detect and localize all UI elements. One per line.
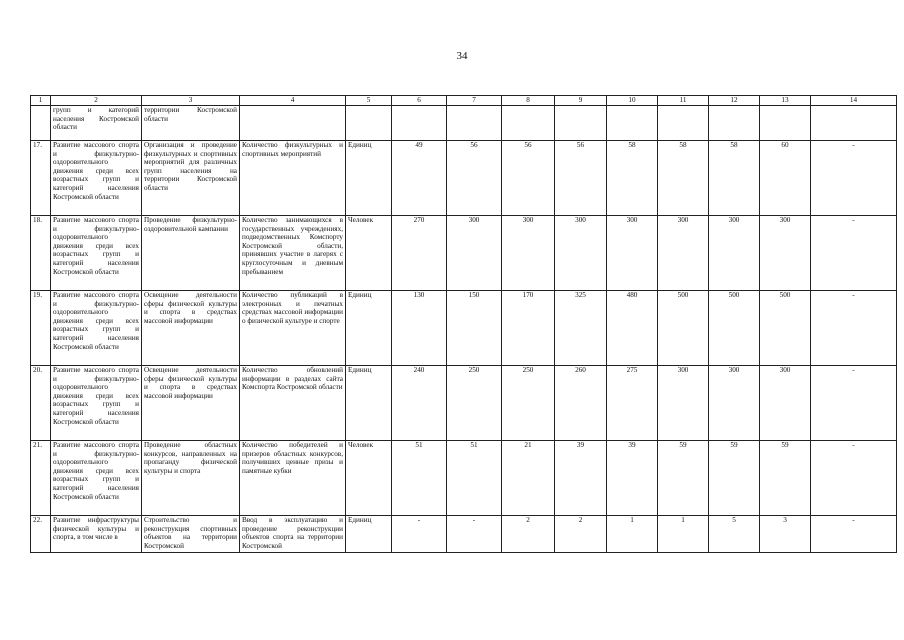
value-cell: 51 xyxy=(392,441,447,516)
last-cell: - xyxy=(811,366,897,441)
value-cell: 51 xyxy=(447,441,502,516)
col-header: 1 xyxy=(31,96,51,106)
value-cell: 300 xyxy=(709,216,760,291)
value-cell: 58 xyxy=(607,141,658,216)
col-header: 10 xyxy=(607,96,658,106)
goal-cell: групп и категорий населения Костромской области xyxy=(51,106,142,141)
table-row xyxy=(31,106,897,141)
col-header: 2 xyxy=(51,96,142,106)
table-row xyxy=(31,216,897,291)
indicator-cell xyxy=(240,106,346,141)
table-row xyxy=(31,516,897,553)
value-cell xyxy=(760,106,811,141)
value-cell: 260 xyxy=(555,366,607,441)
value-cell: 250 xyxy=(502,366,555,441)
row-number: 18. xyxy=(31,216,51,291)
value-cell: 300 xyxy=(760,216,811,291)
indicator-cell: Количество занимающихся в государственных учреждениях, подведомственных Комспорту Костромской области, принявших участие в лагерях с круглосуточным и дневным пребыванием xyxy=(240,216,346,291)
unit-cell: Единиц xyxy=(346,291,392,366)
table-row xyxy=(31,141,897,216)
col-header: 9 xyxy=(555,96,607,106)
activity-cell: территории Костромской области xyxy=(142,106,240,141)
value-cell: 240 xyxy=(392,366,447,441)
unit-cell: Единиц xyxy=(346,141,392,216)
value-cell xyxy=(555,106,607,141)
indicator-cell: Количество победителей и призеров областных конкурсов, получивших ценные призы и памятные кубки xyxy=(240,441,346,516)
indicators-table xyxy=(30,95,897,553)
activity-cell: Освещение деятельности сферы физической культуры и спорта в средствах массовой информации xyxy=(142,291,240,366)
indicator-cell: Количество публикаций в электронных и печатных средствах массовой информации о физической культуре и спорте xyxy=(240,291,346,366)
value-cell: 170 xyxy=(502,291,555,366)
page-number: 34 xyxy=(456,50,468,62)
value-cell: 1 xyxy=(607,516,658,553)
row-number: 17. xyxy=(31,141,51,216)
activity-cell: Строительство и реконструкция спортивных объектов на территории Костромской xyxy=(142,516,240,553)
goal-cell: Развитие массового спорта и физкультурно-оздоровительного движения среди всех возрастных групп и категорий населения Костромской области xyxy=(51,291,142,366)
value-cell xyxy=(447,106,502,141)
value-cell xyxy=(658,106,709,141)
table-row xyxy=(31,441,897,516)
value-cell: 59 xyxy=(709,441,760,516)
value-cell: 500 xyxy=(709,291,760,366)
goal-cell: Развитие массового спорта и физкультурно-оздоровительного движения среди всех возрастных групп и категорий населения Костромской области xyxy=(51,141,142,216)
value-cell: 39 xyxy=(555,441,607,516)
value-cell: 21 xyxy=(502,441,555,516)
col-header: 14 xyxy=(811,96,897,106)
unit-cell: Единиц xyxy=(346,366,392,441)
goal-cell: Развитие массового спорта и физкультурно-оздоровительного движения среди всех возрастных групп и категорий населения Костромской области xyxy=(51,366,142,441)
value-cell: 3 xyxy=(760,516,811,553)
value-cell: 58 xyxy=(709,141,760,216)
column-numbers-row xyxy=(31,96,897,106)
value-cell: 300 xyxy=(760,366,811,441)
value-cell: - xyxy=(447,516,502,553)
last-cell: - xyxy=(811,141,897,216)
table-row xyxy=(31,366,897,441)
value-cell xyxy=(392,106,447,141)
row-number xyxy=(31,106,51,141)
value-cell: 250 xyxy=(447,366,502,441)
value-cell: 60 xyxy=(760,141,811,216)
last-cell: - xyxy=(811,516,897,553)
value-cell: 275 xyxy=(607,366,658,441)
row-number: 22. xyxy=(31,516,51,553)
value-cell: 300 xyxy=(502,216,555,291)
col-header: 8 xyxy=(502,96,555,106)
activity-cell: Проведение областных конкурсов, направленных на пропаганду физической культуры и спорта xyxy=(142,441,240,516)
col-header: 5 xyxy=(346,96,392,106)
row-number: 19. xyxy=(31,291,51,366)
value-cell: 2 xyxy=(555,516,607,553)
unit-cell: Единиц xyxy=(346,516,392,553)
value-cell: 5 xyxy=(709,516,760,553)
value-cell: 2 xyxy=(502,516,555,553)
unit-cell: Человек xyxy=(346,441,392,516)
indicator-cell: Количество физкультурных и спортивных мероприятий xyxy=(240,141,346,216)
value-cell: 300 xyxy=(709,366,760,441)
value-cell: 300 xyxy=(607,216,658,291)
value-cell: 56 xyxy=(502,141,555,216)
value-cell xyxy=(607,106,658,141)
last-cell xyxy=(811,106,897,141)
last-cell: - xyxy=(811,216,897,291)
value-cell: 300 xyxy=(658,366,709,441)
activity-cell: Проведение физкультурно-оздоровительной кампании xyxy=(142,216,240,291)
col-header: 4 xyxy=(240,96,346,106)
value-cell: - xyxy=(392,516,447,553)
indicator-cell: Ввод в эксплуатацию и проведение реконструкции объектов спорта на территории Костромской xyxy=(240,516,346,553)
value-cell: 480 xyxy=(607,291,658,366)
value-cell: 56 xyxy=(555,141,607,216)
table-row xyxy=(31,291,897,366)
value-cell: 49 xyxy=(392,141,447,216)
value-cell: 300 xyxy=(658,216,709,291)
last-cell: - xyxy=(811,441,897,516)
value-cell: 300 xyxy=(447,216,502,291)
row-number: 20. xyxy=(31,366,51,441)
value-cell: 58 xyxy=(658,141,709,216)
col-header: 6 xyxy=(392,96,447,106)
value-cell: 1 xyxy=(658,516,709,553)
value-cell: 270 xyxy=(392,216,447,291)
activity-cell: Освещение деятельности сферы физической культуры и спорта в средствах массовой информации xyxy=(142,366,240,441)
value-cell: 59 xyxy=(760,441,811,516)
value-cell: 300 xyxy=(555,216,607,291)
activity-cell: Организация и проведение физкультурных и спортивных мероприятий для различных групп населения на территории Костромской области xyxy=(142,141,240,216)
value-cell xyxy=(709,106,760,141)
value-cell: 500 xyxy=(658,291,709,366)
unit-cell xyxy=(346,106,392,141)
value-cell: 500 xyxy=(760,291,811,366)
goal-cell: Развитие массового спорта и физкультурно-оздоровительного движения среди всех возрастных групп и категорий населения Костромской области xyxy=(51,216,142,291)
value-cell: 59 xyxy=(658,441,709,516)
unit-cell: Человек xyxy=(346,216,392,291)
value-cell: 130 xyxy=(392,291,447,366)
value-cell xyxy=(502,106,555,141)
value-cell: 39 xyxy=(607,441,658,516)
col-header: 13 xyxy=(760,96,811,106)
col-header: 3 xyxy=(142,96,240,106)
col-header: 7 xyxy=(447,96,502,106)
goal-cell: Развитие массового спорта и физкультурно-оздоровительного движения среди всех возрастных групп и категорий населения Костромской области xyxy=(51,441,142,516)
value-cell: 56 xyxy=(447,141,502,216)
col-header: 12 xyxy=(709,96,760,106)
value-cell: 150 xyxy=(447,291,502,366)
row-number: 21. xyxy=(31,441,51,516)
last-cell: - xyxy=(811,291,897,366)
indicator-cell: Количество обновлений информации в разделах сайта Комспорта Костромской области xyxy=(240,366,346,441)
col-header: 11 xyxy=(658,96,709,106)
goal-cell: Развитие инфраструктуры физической культуры и спорта, в том числе в xyxy=(51,516,142,553)
value-cell: 325 xyxy=(555,291,607,366)
